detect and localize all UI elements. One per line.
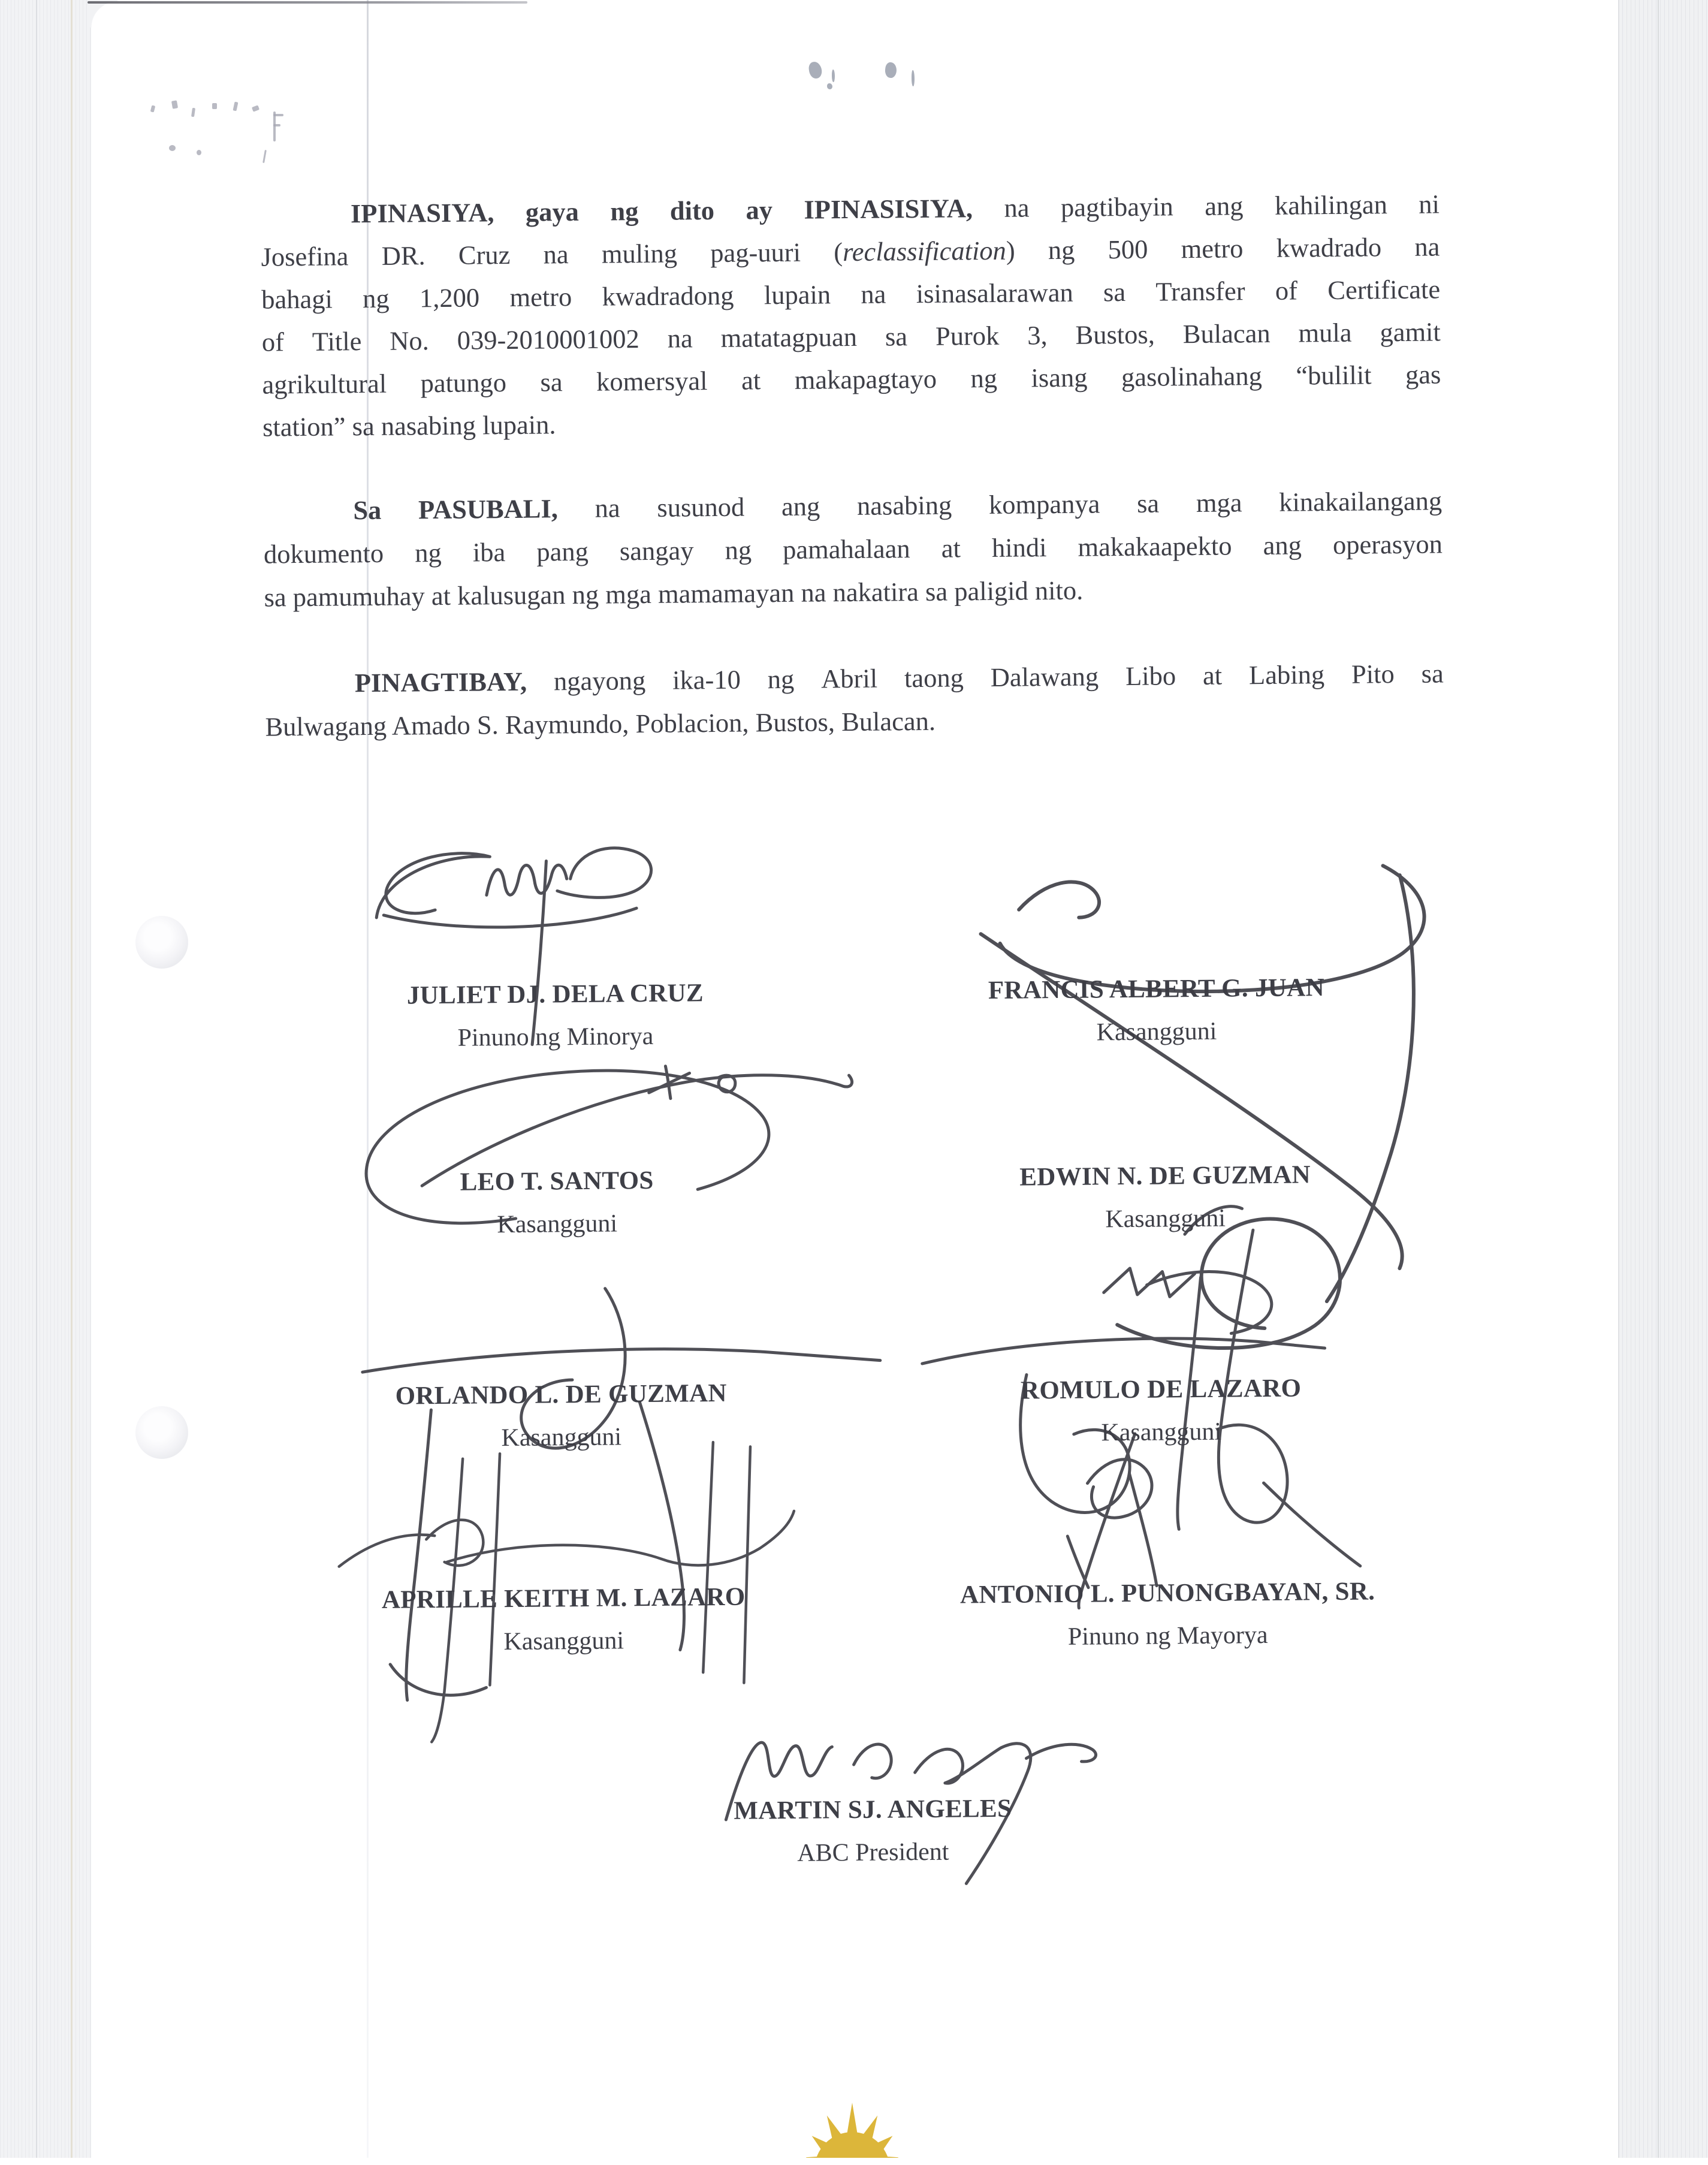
word: pagtibayin [1060, 191, 1174, 222]
word: kinakailangang [1279, 486, 1443, 517]
word: (reclassification) [834, 235, 1015, 267]
word: isinasalarawan [916, 277, 1073, 309]
word: na [667, 323, 693, 354]
word: dito [669, 195, 715, 226]
word: susunod [657, 492, 745, 523]
signatory-title: Kasangguni [1105, 1204, 1226, 1234]
signatory-name: EDWIN N. DE GUZMAN [1019, 1160, 1311, 1192]
word: patungo [420, 367, 507, 399]
word: taong [904, 662, 964, 693]
word: at [941, 533, 961, 563]
signatory-title: Kasangguni [503, 1627, 624, 1656]
signature-romulo-lazaro [921, 1267, 1327, 1588]
signatory-title: ABC President [797, 1838, 949, 1867]
word: ng [610, 196, 639, 227]
word: hindi [991, 532, 1047, 563]
word: ngayong [553, 665, 646, 696]
signatory-name: JULIET DJ. DELA CRUZ [406, 979, 704, 1010]
word: lupain [764, 279, 831, 310]
signature-edwin-de-guzman [1185, 1205, 1360, 1567]
word: ika-10 [672, 664, 741, 695]
word: at [1202, 660, 1223, 690]
word: kwadradong [602, 280, 734, 312]
philippine-sun-logo-icon [762, 2093, 942, 2158]
word: Bulacan [1182, 318, 1271, 349]
word: Labing [1248, 659, 1325, 690]
signatory-name: ORLANDO L. DE GUZMAN [395, 1379, 727, 1410]
word: PASUBALI, [418, 493, 559, 525]
word: agrikultural [262, 368, 387, 400]
word: operasyon [1332, 529, 1443, 560]
word: kahilingan [1274, 189, 1388, 221]
word: ng [725, 535, 752, 565]
word: ang [781, 491, 820, 522]
word: pamahalaan [782, 533, 910, 565]
word: iba [472, 537, 506, 568]
word: sangay [619, 535, 694, 566]
word: sa [1421, 658, 1444, 689]
signature-leo-santos [365, 1065, 853, 1224]
word: na [595, 493, 620, 523]
word: na [1004, 192, 1030, 223]
word: ng [415, 537, 442, 568]
word: komersyal [596, 366, 708, 397]
word: kompanya [988, 489, 1100, 520]
word: matatagpuan [720, 321, 858, 353]
word: 1,200 [419, 282, 480, 313]
signatory-title: Kasangguni [1096, 1017, 1217, 1047]
word: ang [1263, 530, 1302, 561]
word: sa [540, 367, 563, 397]
word: ng [970, 363, 998, 394]
word: Certificate [1327, 274, 1441, 306]
word: nasabing [856, 490, 952, 521]
word: Purok [935, 320, 1000, 351]
word: Transfer [1155, 276, 1245, 307]
word: Pito [1351, 659, 1395, 689]
word: kwadrado [1276, 232, 1382, 263]
word: metro [509, 282, 572, 312]
word: na [543, 239, 569, 270]
signature-francis-juan [980, 866, 1428, 1350]
word: sa [885, 321, 908, 352]
word: IPINASIYA, [350, 197, 494, 229]
word: na [1414, 231, 1440, 262]
word: isang [1031, 362, 1088, 393]
word: mga [1196, 487, 1242, 518]
word: Abril [820, 663, 878, 694]
signatory-name: MARTIN SJ. ANGELES [734, 1794, 1012, 1825]
word: DR. [381, 240, 426, 271]
word: 039-2010001002 [457, 324, 639, 355]
word: gaya [525, 196, 580, 227]
signatory-title: Kasangguni [1101, 1418, 1222, 1447]
word: of [261, 327, 285, 357]
word: Libo [1125, 661, 1176, 692]
word: pang [536, 536, 589, 567]
text-line: sa pamumuhay at kalusugan ng mga mamamayan na nakatira sa paligid nito. [264, 575, 1084, 613]
word: PINAGTIBAY, [354, 666, 527, 698]
word: pag-uuri [710, 237, 801, 269]
word: ni [1419, 189, 1440, 219]
signature-orlando-de-guzman [362, 1286, 883, 1701]
word: 500 [1108, 234, 1148, 265]
word: 3, [1027, 320, 1048, 351]
word: dokumento [263, 538, 384, 569]
word: of [1275, 275, 1298, 306]
word: metro [1181, 233, 1244, 264]
signature-martin-angeles [725, 1739, 1097, 1886]
word: Josefina [261, 241, 349, 272]
signature-juliet-dela-cruz [376, 848, 653, 1046]
word: ng [767, 664, 795, 695]
word: sa [1136, 488, 1160, 518]
word: makapagtayo [794, 363, 937, 395]
word: No. [390, 325, 429, 356]
word: mula [1298, 317, 1352, 348]
signatory-name: LEO T. SANTOS [460, 1166, 654, 1196]
signatory-title: Kasangguni [497, 1210, 618, 1239]
signature-antonio-punongbayan [1067, 1434, 1153, 1608]
signatory-title: Pinuno ng Mayorya [1067, 1621, 1268, 1651]
signatory-title: Pinuno ng Minorya [457, 1022, 654, 1052]
word: at [741, 365, 761, 396]
word: bahagi [261, 284, 333, 315]
text-line: Bulwagang Amado S. Raymundo, Poblacion, Bustos, Bulacan. [265, 705, 936, 742]
text-line: station” sa nasabing lupain. [262, 409, 556, 442]
word: gasolinahang [1121, 361, 1263, 393]
signatory-name: FRANCIS ALBERT G. JUAN [988, 973, 1325, 1005]
word: Sa [353, 494, 382, 526]
word: ang [1205, 191, 1244, 221]
word: Dalawang [990, 661, 1099, 692]
signatory-name: ANTONIO L. PUNONGBAYAN, SR. [959, 1577, 1375, 1609]
word: ng [1048, 234, 1075, 266]
word: ng [362, 283, 390, 314]
word: Bustos, [1075, 319, 1155, 350]
word: Cruz [458, 239, 511, 270]
signatory-name: ROMULO DE LAZARO [1020, 1374, 1302, 1405]
signatory-title: Kasangguni [501, 1423, 622, 1452]
word: gas [1405, 359, 1441, 390]
word: makakaapekto [1078, 530, 1232, 562]
signatory-name: APRILLE KEITH M. LAZARO [381, 1582, 746, 1614]
word: muling [601, 238, 678, 269]
word: “bulilit [1296, 360, 1372, 391]
word: sa [1103, 277, 1126, 307]
word: ay [746, 195, 773, 225]
word: na [861, 279, 886, 309]
word: IPINASISIYA, [804, 193, 973, 225]
word: Title [312, 326, 362, 357]
word: gamit [1380, 316, 1441, 348]
